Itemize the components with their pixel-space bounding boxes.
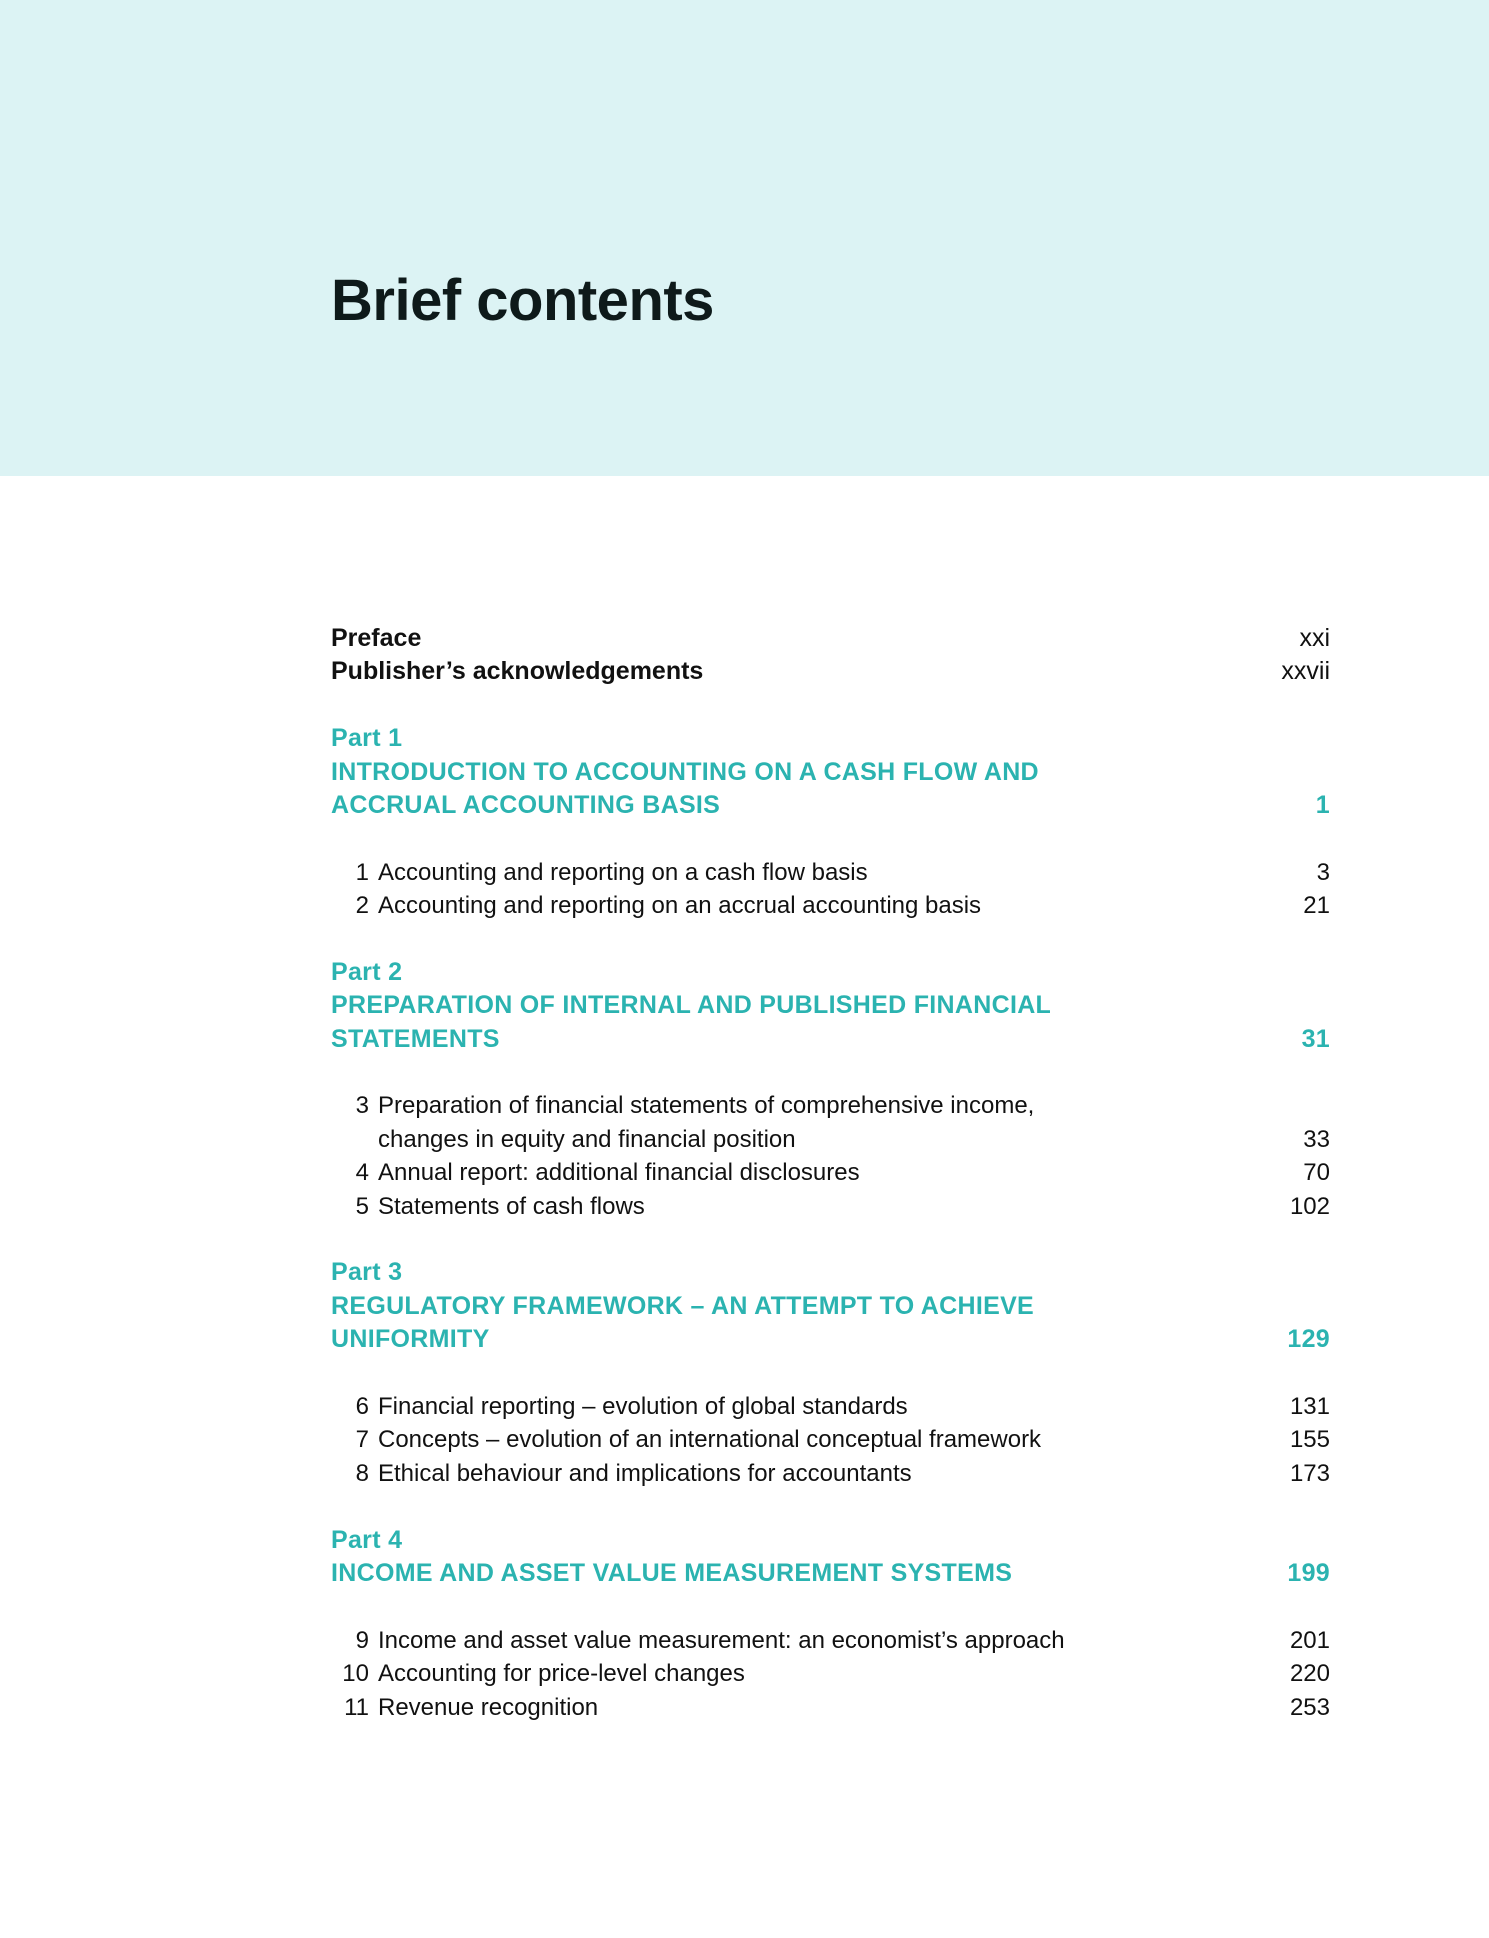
parts-list — [331, 689, 1330, 1724]
header-band — [0, 0, 1489, 476]
chapter-page-number: 131 — [1289, 1392, 1330, 1420]
chapter-page-number: 21 — [1303, 892, 1330, 920]
chapter-page-number: 102 — [1289, 1192, 1330, 1220]
table-of-contents — [331, 622, 1330, 1724]
chapter-number — [331, 1156, 369, 1189]
chapter-entry[interactable] — [331, 889, 1330, 922]
page-title: Brief contents — [331, 268, 714, 333]
chapter-title: Revenue recognition — [378, 1693, 599, 1721]
part-section — [331, 689, 1330, 923]
part-section — [331, 1223, 1330, 1490]
chapter-entry[interactable] — [331, 1390, 1330, 1423]
spacer — [331, 1223, 1330, 1256]
spacer — [331, 1056, 1330, 1089]
part-page-number: 199 — [1287, 1558, 1330, 1587]
chapter-title: Accounting for price-level changes — [378, 1660, 745, 1688]
part-label[interactable]: Part 1 — [331, 724, 403, 753]
part-title-line[interactable] — [331, 756, 1330, 789]
part-label[interactable]: Part 2 — [331, 957, 403, 986]
chapter-number — [331, 1089, 369, 1122]
part-title-text: PREPARATION OF INTERNAL AND PUBLISHED FINANCIAL — [331, 991, 1052, 1020]
chapter-number-text: 2 — [355, 892, 369, 920]
part-title-line[interactable] — [331, 789, 1330, 822]
part-page-number: 1 — [1315, 790, 1330, 819]
chapter-number-text: 6 — [355, 1392, 369, 1420]
part-title-line[interactable] — [331, 1557, 1330, 1590]
part-title-line[interactable] — [331, 1323, 1330, 1356]
part-title-text: REGULATORY FRAMEWORK – AN ATTEMPT TO ACHIEVE — [331, 1291, 1035, 1320]
chapter-title: changes in equity and financial position — [378, 1125, 796, 1153]
part-section — [331, 1490, 1330, 1724]
chapter-number-text: 9 — [355, 1626, 369, 1654]
spacer — [331, 1590, 1330, 1623]
part-title-text: UNIFORMITY — [331, 1325, 490, 1354]
chapter-title: Statements of cash flows — [378, 1192, 645, 1220]
chapter-page-number: 3 — [1316, 858, 1330, 886]
chapter-page-number: 220 — [1289, 1660, 1330, 1688]
part-title-text: INCOME AND ASSET VALUE MEASUREMENT SYSTEMS — [331, 1558, 1013, 1587]
chapter-entry[interactable] — [331, 1657, 1330, 1690]
chapter-title: Preparation of financial statements of comprehensive income, — [378, 1092, 1035, 1120]
chapter-number-text: 3 — [355, 1092, 369, 1120]
toc-entry-preface[interactable] — [331, 622, 1330, 655]
spacer — [331, 1490, 1330, 1523]
chapter-title: Income and asset value measurement: an economist’s approach — [378, 1626, 1065, 1654]
chapter-number-text: 4 — [355, 1159, 369, 1187]
chapter-page-number: 155 — [1289, 1426, 1330, 1454]
chapter-title: Ethical behaviour and implications for accountants — [378, 1459, 912, 1487]
part-section — [331, 923, 1330, 1224]
part-page-number: 129 — [1287, 1325, 1330, 1354]
chapter-page-number: 33 — [1303, 1125, 1330, 1153]
part-page-number: 31 — [1301, 1024, 1330, 1053]
part-title-text: INTRODUCTION TO ACCOUNTING ON A CASH FLOW AND — [331, 757, 1039, 786]
spacer — [331, 1357, 1330, 1390]
chapter-entry[interactable] — [331, 856, 1330, 889]
entry-page: xxi — [1299, 624, 1330, 652]
chapter-title: Concepts – evolution of an international conceptual framework — [378, 1426, 1042, 1454]
spacer — [331, 822, 1330, 855]
chapter-entry[interactable] — [331, 1089, 1330, 1122]
chapter-number — [331, 1624, 369, 1657]
chapter-entry[interactable] — [331, 1457, 1330, 1490]
chapter-number-text: 11 — [344, 1693, 369, 1721]
chapter-number — [331, 1190, 369, 1223]
chapter-entry[interactable] — [331, 1190, 1330, 1223]
chapter-title: Accounting and reporting on an accrual accounting basis — [378, 892, 982, 920]
entry-label: Preface — [331, 624, 422, 652]
chapter-number — [331, 1657, 369, 1690]
part-label[interactable]: Part 4 — [331, 1525, 403, 1554]
chapter-entry[interactable] — [331, 1624, 1330, 1657]
part-title-line[interactable] — [331, 989, 1330, 1022]
chapter-number — [331, 889, 369, 922]
part-title-text: STATEMENTS — [331, 1024, 500, 1053]
part-title-line[interactable] — [331, 1290, 1330, 1323]
chapter-number — [331, 856, 369, 889]
chapter-number — [331, 1691, 369, 1724]
chapter-page-number: 253 — [1289, 1693, 1330, 1721]
chapter-entry[interactable] — [331, 1691, 1330, 1724]
chapter-entry[interactable] — [331, 1123, 1330, 1156]
part-title-text: ACCRUAL ACCOUNTING BASIS — [331, 790, 721, 819]
spacer — [331, 689, 1330, 722]
chapter-page-number: 201 — [1289, 1626, 1330, 1654]
chapter-page-number: 70 — [1303, 1159, 1330, 1187]
chapter-number-text: 8 — [355, 1459, 369, 1487]
chapter-entry[interactable] — [331, 1156, 1330, 1189]
entry-label: Publisher’s acknowledgements — [331, 657, 704, 686]
chapter-title: Financial reporting – evolution of global standards — [378, 1392, 908, 1420]
chapter-number — [331, 1390, 369, 1423]
chapter-number-text: 7 — [355, 1426, 369, 1454]
part-label[interactable]: Part 3 — [331, 1258, 403, 1287]
spacer — [331, 923, 1330, 956]
chapter-number-text: 1 — [355, 858, 369, 886]
chapter-number-text: 5 — [355, 1192, 369, 1220]
chapter-page-number: 173 — [1289, 1459, 1330, 1487]
chapter-entry[interactable] — [331, 1423, 1330, 1456]
toc-entry-acknowledgements[interactable] — [331, 655, 1330, 688]
chapter-number — [331, 1457, 369, 1490]
part-title-line[interactable] — [331, 1023, 1330, 1056]
chapter-number-text: 10 — [342, 1660, 369, 1688]
chapter-title: Accounting and reporting on a cash flow basis — [378, 858, 868, 886]
chapter-title: Annual report: additional financial disclosures — [378, 1159, 860, 1187]
entry-page: xxvii — [1281, 657, 1330, 686]
chapter-number — [331, 1423, 369, 1456]
